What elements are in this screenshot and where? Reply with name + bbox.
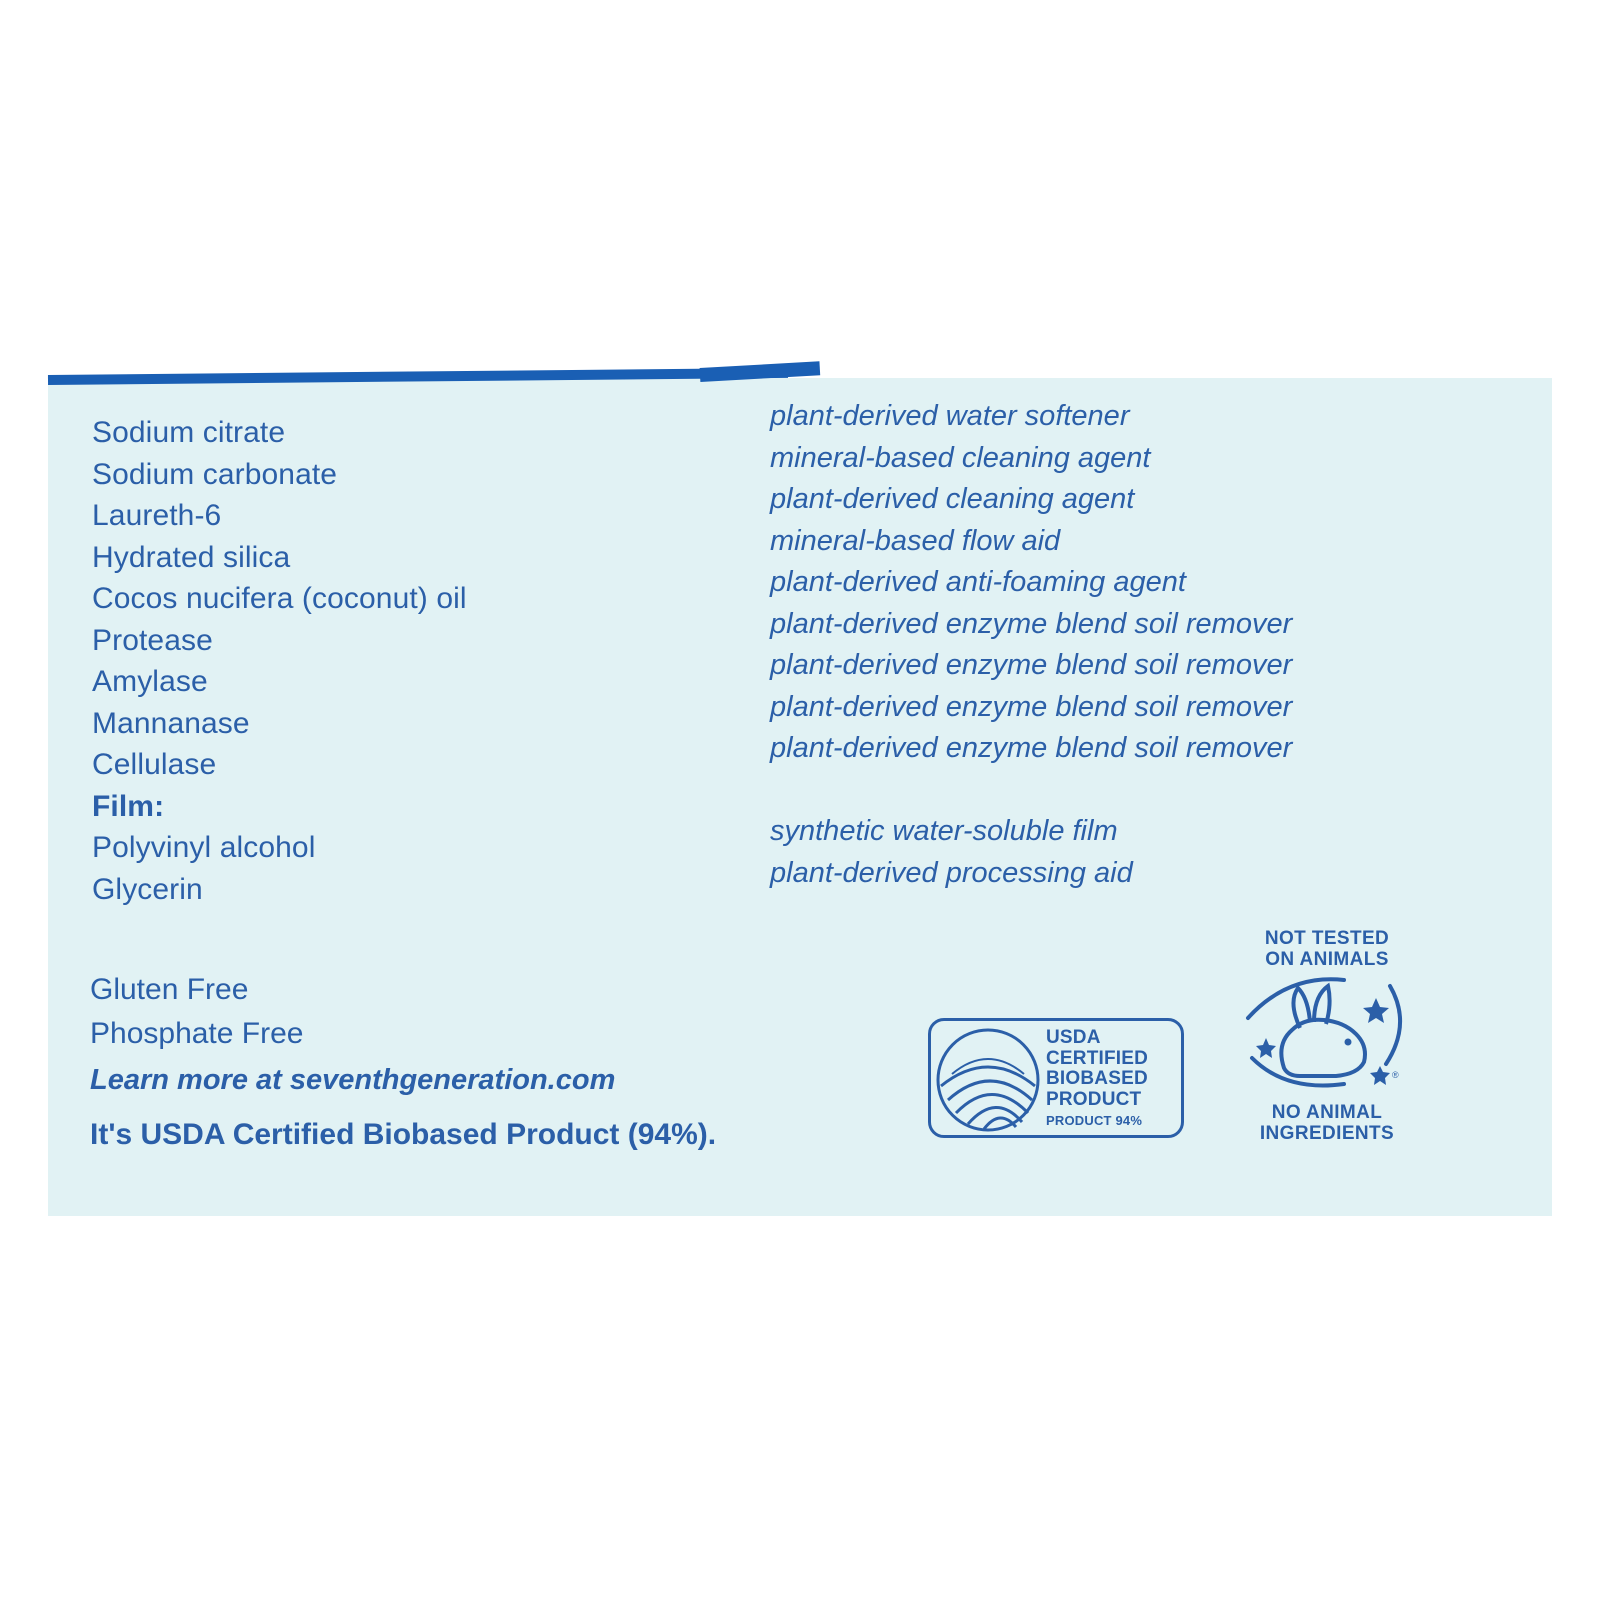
list-item: plant-derived cleaning agent — [770, 483, 1135, 515]
film-section-heading: Film: — [92, 789, 165, 823]
list-item: Glycerin — [92, 872, 203, 906]
list-item: Protease — [92, 623, 213, 657]
cruelty-free-top-text — [1232, 928, 1422, 970]
usda-seal-text — [1046, 1028, 1176, 1110]
usda-seal-line2: CERTIFIED — [1046, 1047, 1149, 1069]
list-item: Cellulase — [92, 748, 217, 781]
usda-biobased-claim: It's USDA Certified Biobased Product (94%). — [90, 1118, 717, 1151]
list-item: Mannanase — [92, 706, 250, 740]
list-item: plant-derived water softener — [770, 400, 1130, 432]
list-item: plant-derived anti-foaming agent — [770, 566, 1186, 598]
ingredient-description-list — [770, 396, 1470, 894]
usda-certified-biobased-seal-icon — [928, 1018, 1184, 1138]
cruelty-free-bottom-text — [1232, 1102, 1422, 1144]
list-item: synthetic water-soluble film — [770, 815, 1118, 847]
list-item: mineral-based cleaning agent — [770, 441, 1151, 474]
list-item: plant-derived enzyme blend soil remover — [770, 732, 1293, 764]
list-item: mineral-based flow aid — [770, 524, 1061, 557]
list-item: Sodium carbonate — [92, 457, 338, 491]
list-item: Amylase — [92, 665, 208, 698]
cruelty-free-top-line2: ON ANIMALS — [1265, 949, 1389, 970]
list-item: Hydrated silica — [92, 540, 291, 574]
learn-more-link[interactable]: Learn more at seventhgeneration.com — [90, 1064, 616, 1096]
leaping-bunny-seal-icon — [1232, 928, 1422, 1143]
claim-phosphate-free: Phosphate Free — [90, 1017, 304, 1050]
list-item: Laureth-6 — [92, 499, 222, 532]
bunny-icon — [1240, 972, 1414, 1096]
cruelty-free-top-line1: NOT TESTED — [1264, 928, 1390, 949]
list-item: Cocos nucifera (coconut) oil — [92, 582, 467, 615]
list-item: plant-derived enzyme blend soil remover — [770, 649, 1293, 681]
cruelty-free-bottom-line2: INGREDIENTS — [1259, 1123, 1395, 1144]
usda-seal-line3: BIOBASED — [1046, 1068, 1148, 1089]
claims-list — [90, 968, 790, 1102]
list-item: Polyvinyl alcohol — [92, 831, 316, 864]
usda-seal-line4: PRODUCT — [1046, 1088, 1142, 1110]
list-item: plant-derived enzyme blend soil remover — [770, 690, 1293, 723]
ingredient-name-list — [92, 412, 752, 910]
claim-gluten-free: Gluten Free — [90, 973, 249, 1006]
usda-seal-line1: USDA — [1046, 1027, 1101, 1048]
cruelty-free-bottom-line1: NO ANIMAL — [1271, 1102, 1383, 1123]
usda-field-rainbow-icon — [932, 1022, 1044, 1134]
svg-text:®: ® — [1392, 1070, 1399, 1080]
list-item: plant-derived processing aid — [770, 856, 1133, 889]
list-item: plant-derived enzyme blend soil remover — [770, 607, 1293, 640]
usda-seal-subline: PRODUCT 94% — [1046, 1113, 1143, 1128]
list-item: Sodium citrate — [92, 416, 286, 449]
